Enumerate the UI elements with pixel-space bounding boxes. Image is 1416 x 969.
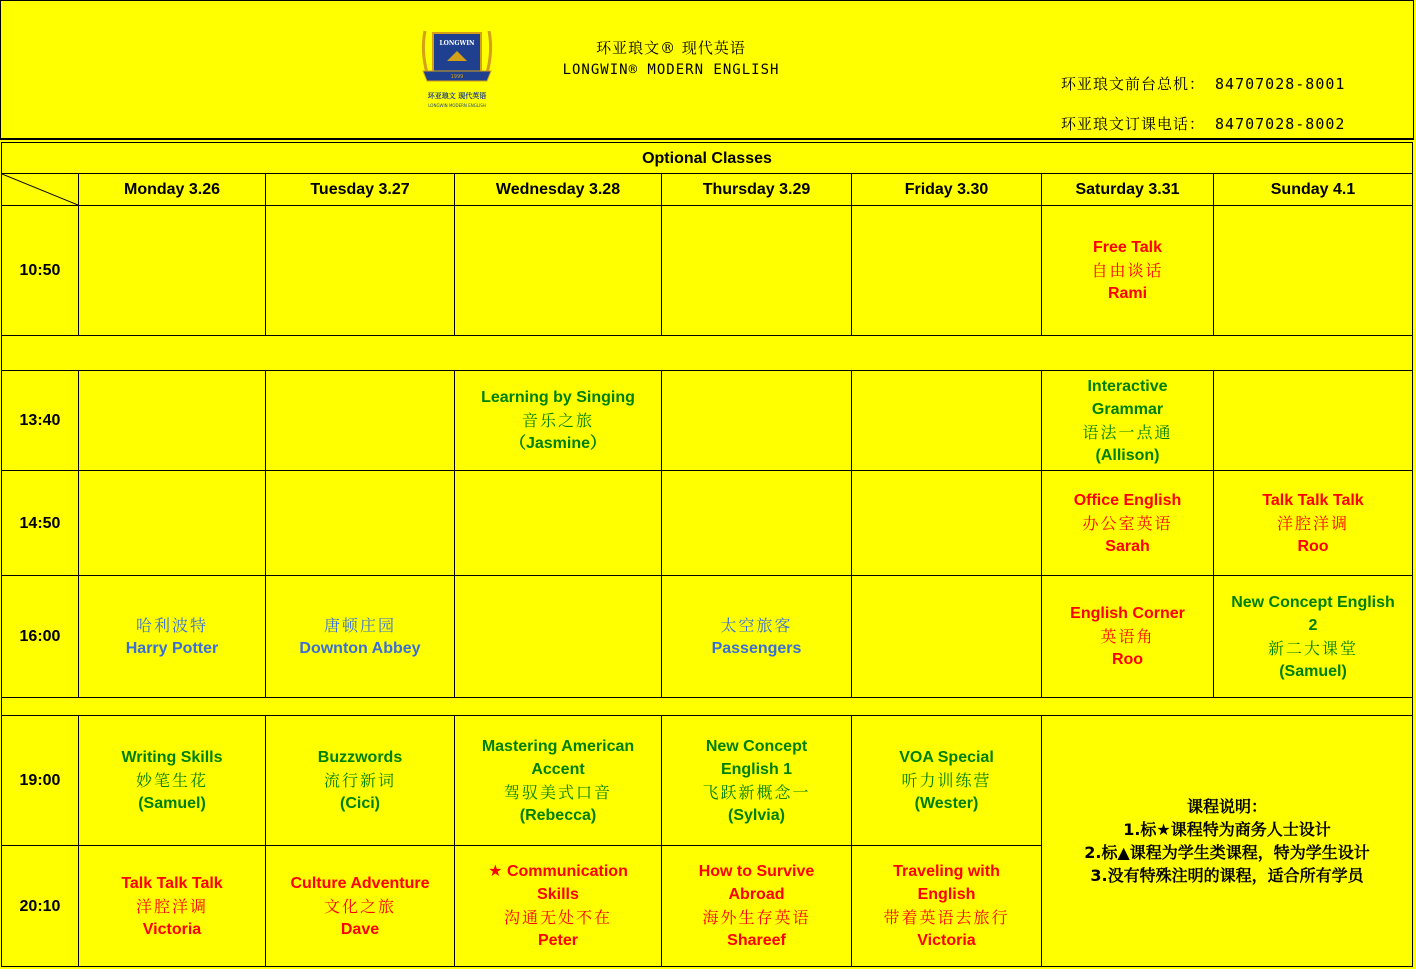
class-teacher: (Cici)	[340, 795, 380, 812]
class-cell-empty	[455, 576, 662, 698]
class-title: Mastering American	[481, 737, 635, 755]
class-teacher: Victoria	[142, 920, 202, 938]
class-cell-empty	[266, 206, 455, 336]
front-desk-phone	[1061, 73, 1345, 94]
time-slot: 16:00	[2, 576, 79, 698]
class-cell-empty	[1214, 206, 1413, 336]
class-teacher: Shareef	[727, 932, 786, 949]
class-cell-empty	[852, 206, 1042, 336]
class-cell-empty	[662, 471, 852, 576]
class-cell-mastering-american-accent	[455, 716, 662, 846]
schedule-table	[1, 142, 1413, 967]
logo-en-text: LONGWIN MODERN ENGLISH	[428, 103, 486, 108]
break-row	[2, 336, 1413, 371]
class-title-line2: Abroad	[728, 886, 785, 903]
class-title-zh: 海外生存英语	[702, 908, 811, 927]
class-teacher: Peter	[537, 932, 579, 949]
class-title-zh: 沟通无处不在	[503, 908, 612, 927]
class-cell-empty	[455, 471, 662, 576]
class-title-line2: English	[917, 886, 976, 903]
booking-phone	[1061, 113, 1345, 134]
class-teacher: (Sylvia)	[728, 806, 785, 824]
class-cell-empty	[79, 206, 266, 336]
class-title: Culture Adventure	[290, 874, 430, 892]
class-title: New Concept English	[1231, 593, 1395, 611]
class-teacher: (Wester)	[914, 795, 979, 812]
corner-cell	[2, 174, 79, 206]
class-title-line2: 2	[1308, 616, 1318, 634]
class-teacher: (Allison)	[1095, 446, 1160, 464]
class-cell-empty	[1214, 371, 1413, 471]
class-cell-free-talk	[1042, 206, 1214, 336]
course-notes	[1042, 716, 1413, 967]
class-cell-interactive-grammar	[1042, 371, 1214, 471]
longwin-logo	[419, 21, 495, 111]
booking-phone-label: 环亚琅文订课电话：	[1061, 115, 1206, 133]
class-cell-english-corner	[1042, 576, 1214, 698]
class-title: New Concept	[705, 737, 808, 755]
class-teacher: (Samuel)	[138, 795, 206, 812]
class-cell-new-concept-1	[662, 716, 852, 846]
class-cell-harry-potter	[79, 576, 266, 698]
class-cell-learning-by-singing	[455, 371, 662, 471]
class-teacher: Rami	[1107, 285, 1148, 302]
booking-phone-number: 84707028-8002	[1215, 115, 1346, 133]
header	[0, 0, 1414, 140]
diagonal-line	[2, 174, 78, 205]
day-header-wednesday: Wednesday 3.28	[455, 174, 662, 206]
class-title-zh: 语法一点通	[1082, 422, 1173, 442]
class-teacher: (Samuel)	[1279, 662, 1347, 680]
class-title: VOA Special	[899, 749, 994, 766]
class-cell-writing-skills	[79, 716, 266, 846]
class-title-line2: Grammar	[1091, 400, 1164, 418]
class-title: Buzzwords	[317, 749, 403, 766]
class-title-zh: 太空旅客	[720, 615, 793, 635]
class-title-zh: 妙笔生花	[135, 771, 208, 790]
day-header-monday: Monday 3.26	[79, 174, 266, 206]
class-title-zh: 文化之旅	[323, 896, 396, 916]
class-title: Downton Abbey	[299, 639, 421, 657]
day-header-tuesday: Tuesday 3.27	[266, 174, 455, 206]
time-slot: 19:00	[2, 716, 79, 846]
class-title-zh: 洋腔洋调	[135, 896, 208, 916]
class-title-zh: 飞跃新概念一	[702, 782, 811, 802]
logo-top-text: LONGWIN	[439, 40, 475, 47]
class-title-zh: 办公室英语	[1082, 513, 1173, 533]
day-header-saturday: Saturday 3.31	[1042, 174, 1214, 206]
logo-year: 1999	[450, 74, 464, 80]
brand-name-en: LONGWIN® MODERN ENGLISH	[562, 62, 780, 78]
class-cell-communication-skills	[455, 846, 662, 967]
class-title-zh: 驾驭美式口音	[503, 782, 612, 802]
class-teacher: Dave	[340, 920, 380, 938]
class-cell-empty	[266, 371, 455, 471]
notes-item-business: 1.标★课程特为商务人士设计	[1123, 820, 1331, 839]
class-title: Talk Talk Talk	[121, 874, 223, 892]
class-teacher: Victoria	[917, 932, 976, 949]
class-title-zh: 英语角	[1100, 627, 1155, 646]
class-title-line2: English 1	[720, 760, 793, 778]
class-title-zh: 流行新词	[323, 771, 396, 790]
class-title: Interactive	[1087, 377, 1168, 395]
class-title-zh: 唐顿庄园	[323, 615, 396, 635]
class-title: Free Talk	[1092, 239, 1163, 256]
time-slot: 14:50	[2, 471, 79, 576]
class-title: Passengers	[711, 639, 802, 657]
notes-item-general: 3.没有特殊注明的课程，适合所有学员	[1090, 866, 1364, 885]
class-title: Traveling with	[893, 863, 1000, 880]
class-teacher: (Rebecca)	[519, 806, 597, 824]
class-cell-downton-abbey	[266, 576, 455, 698]
class-title-zh: 音乐之旅	[521, 411, 594, 430]
class-cell-empty	[266, 471, 455, 576]
brand-name-zh: 环亚琅文® 现代英语	[596, 39, 746, 57]
class-title: Writing Skills	[121, 749, 223, 766]
schedule-title: Optional Classes	[2, 143, 1413, 174]
brand-block	[521, 37, 821, 81]
class-cell-empty	[662, 371, 852, 471]
class-title-zh: 带着英语去旅行	[883, 908, 1010, 927]
class-title: Harry Potter	[125, 639, 219, 657]
class-teacher: Roo	[1111, 651, 1144, 668]
class-title: Learning by Singing	[481, 389, 635, 406]
class-cell-empty	[79, 471, 266, 576]
class-cell-voa-special	[852, 716, 1042, 846]
class-title-line2: Accent	[531, 760, 585, 778]
time-slot: 20:10	[2, 846, 79, 967]
class-cell-new-concept-2	[1214, 576, 1413, 698]
class-cell-empty	[852, 576, 1042, 698]
class-cell-office-english	[1042, 471, 1214, 576]
class-title: How to Survive	[698, 863, 815, 880]
class-title: English Corner	[1070, 605, 1185, 622]
class-title-zh: 新二大课堂	[1267, 638, 1358, 658]
class-cell-empty	[852, 471, 1042, 576]
class-teacher: Roo	[1297, 537, 1329, 555]
class-title: Talk Talk Talk	[1262, 491, 1364, 509]
notes-item-student: 2.标▲课程为学生类课程，特为学生设计	[1084, 843, 1370, 862]
class-title-line2: Skills	[537, 886, 579, 903]
notes-heading: 课程说明：	[1186, 797, 1267, 816]
class-cell-empty	[852, 371, 1042, 471]
class-cell-talk-talk-talk	[1214, 471, 1413, 576]
class-cell-talk-talk-talk	[79, 846, 266, 967]
day-header-friday: Friday 3.30	[852, 174, 1042, 206]
front-desk-phone-label: 环亚琅文前台总机：	[1061, 75, 1206, 93]
class-cell-passengers	[662, 576, 852, 698]
time-slot: 13:40	[2, 371, 79, 471]
logo-zh-text: 环亚琅文 现代英语	[427, 92, 487, 100]
class-title-zh: 哈利波特	[135, 615, 208, 635]
class-cell-empty	[455, 206, 662, 336]
class-cell-buzzwords	[266, 716, 455, 846]
break-row	[2, 698, 1413, 716]
class-teacher: Sarah	[1105, 537, 1150, 555]
front-desk-phone-number: 84707028-8001	[1215, 75, 1346, 93]
class-cell-empty	[79, 371, 266, 471]
class-teacher: （Jasmine）	[509, 435, 607, 452]
class-title: ★ Communication	[488, 863, 628, 880]
class-title-zh: 听力训练营	[901, 771, 992, 790]
class-title-zh: 自由谈话	[1091, 261, 1164, 280]
class-cell-empty	[662, 206, 852, 336]
time-slot: 10:50	[2, 206, 79, 336]
class-cell-how-to-survive-abroad	[662, 846, 852, 967]
class-title-zh: 洋腔洋调	[1276, 513, 1349, 533]
class-title: Office English	[1073, 491, 1182, 509]
day-header-sunday: Sunday 4.1	[1214, 174, 1413, 206]
day-header-thursday: Thursday 3.29	[662, 174, 852, 206]
class-cell-traveling-with-english	[852, 846, 1042, 967]
class-cell-culture-adventure	[266, 846, 455, 967]
